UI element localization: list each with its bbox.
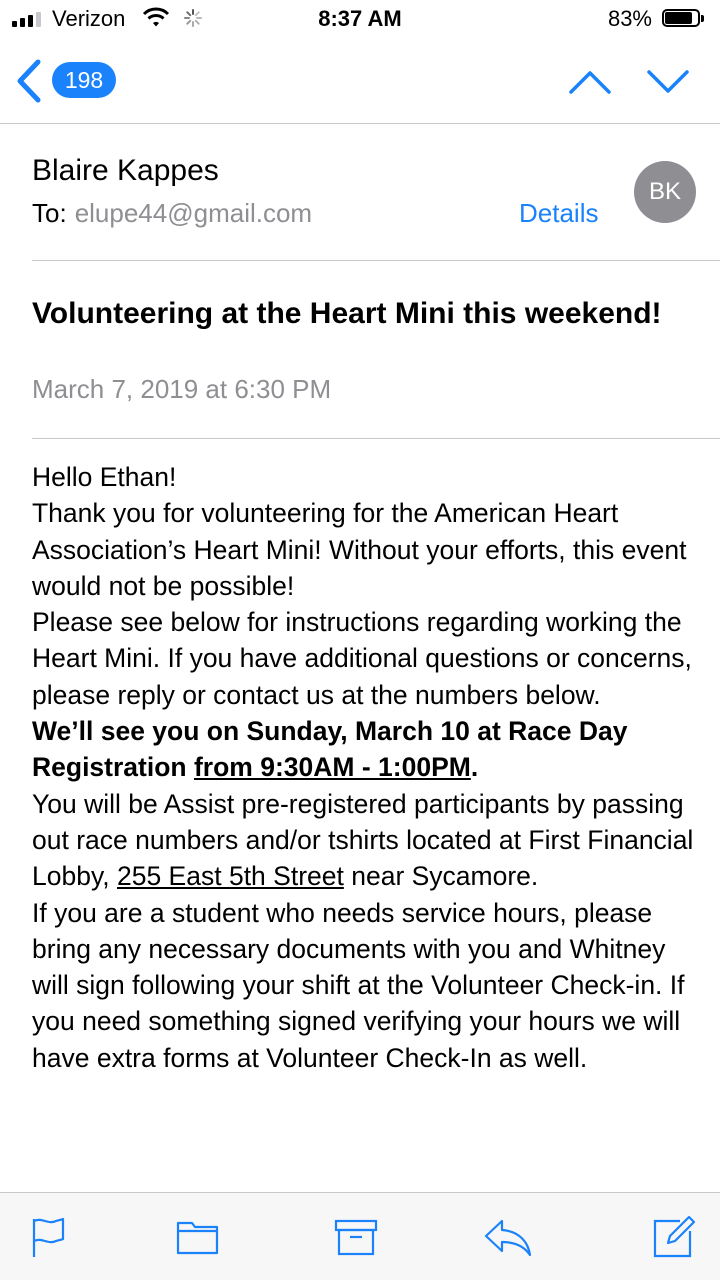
body-highlight (32, 713, 704, 786)
chevron-left-icon[interactable] (14, 58, 46, 104)
battery-fill (665, 12, 692, 24)
email-body (32, 459, 704, 1076)
time-link[interactable]: from 9:30AM - 1:00PM (193, 752, 471, 783)
email-date: March 7, 2019 at 6:30 PM (32, 374, 332, 404)
archive-icon[interactable] (334, 1215, 378, 1259)
subject-divider (32, 438, 720, 439)
reply-icon[interactable] (484, 1215, 528, 1259)
sender-name[interactable]: Blaire Kappes (32, 154, 219, 187)
status-time: 8:37 AM (318, 6, 402, 31)
header-divider (32, 260, 720, 261)
details-link[interactable]: Details (519, 198, 599, 228)
email-subject: Volunteering at the Heart Mini this weekend! (32, 297, 662, 330)
recipient-address[interactable]: elupe44@gmail.com (74, 198, 313, 228)
location-text-end: near Sycamore. (351, 861, 539, 892)
recipient-line (32, 198, 312, 229)
back-count-badge[interactable]: 198 (52, 62, 116, 98)
body-greeting: Hello Ethan! (32, 462, 177, 492)
body-paragraph: Thank you for volunteering for the American Heart Association’s Heart Mini! Without your efforts, this event would not be possible! (32, 498, 687, 601)
status-bar (0, 0, 720, 40)
bottom-toolbar (0, 1192, 720, 1280)
avatar[interactable]: BK (634, 161, 696, 223)
compose-icon[interactable] (652, 1215, 696, 1259)
race-day-text: We’ll see you on Sunday, March 10 at Race Day Registration (32, 716, 628, 783)
body-paragraph (32, 786, 704, 895)
body-paragraph: Please see below for instructions regarding working the Heart Mini. If you have additional questions or concerns, please reply or contact us at the numbers below. (32, 607, 692, 710)
body-paragraph: If you are a student who needs service hours, please bring any necessary documents with you and Whitney will sign following your shift at the Volunteer Check-in. If you need something signed verifying your hours we will have extra forms at Volunteer Check-In as well. (32, 897, 685, 1073)
flag-icon[interactable] (26, 1215, 70, 1259)
address-link[interactable]: 255 East 5th Street (116, 861, 344, 892)
navigation-bar (0, 40, 720, 124)
period: . (470, 752, 479, 783)
carrier-name: Verizon (52, 6, 126, 31)
to-label: To: (32, 198, 67, 228)
location-text: You will be Assist pre-registered participants by passing out race numbers and/or tshirts located at First Financial Lobby, (32, 788, 694, 892)
battery-icon (662, 9, 706, 29)
chevron-up-icon[interactable] (566, 64, 614, 98)
battery-percent: 83% (607, 6, 652, 31)
folder-icon[interactable] (176, 1215, 220, 1259)
chevron-down-icon[interactable] (644, 64, 692, 98)
